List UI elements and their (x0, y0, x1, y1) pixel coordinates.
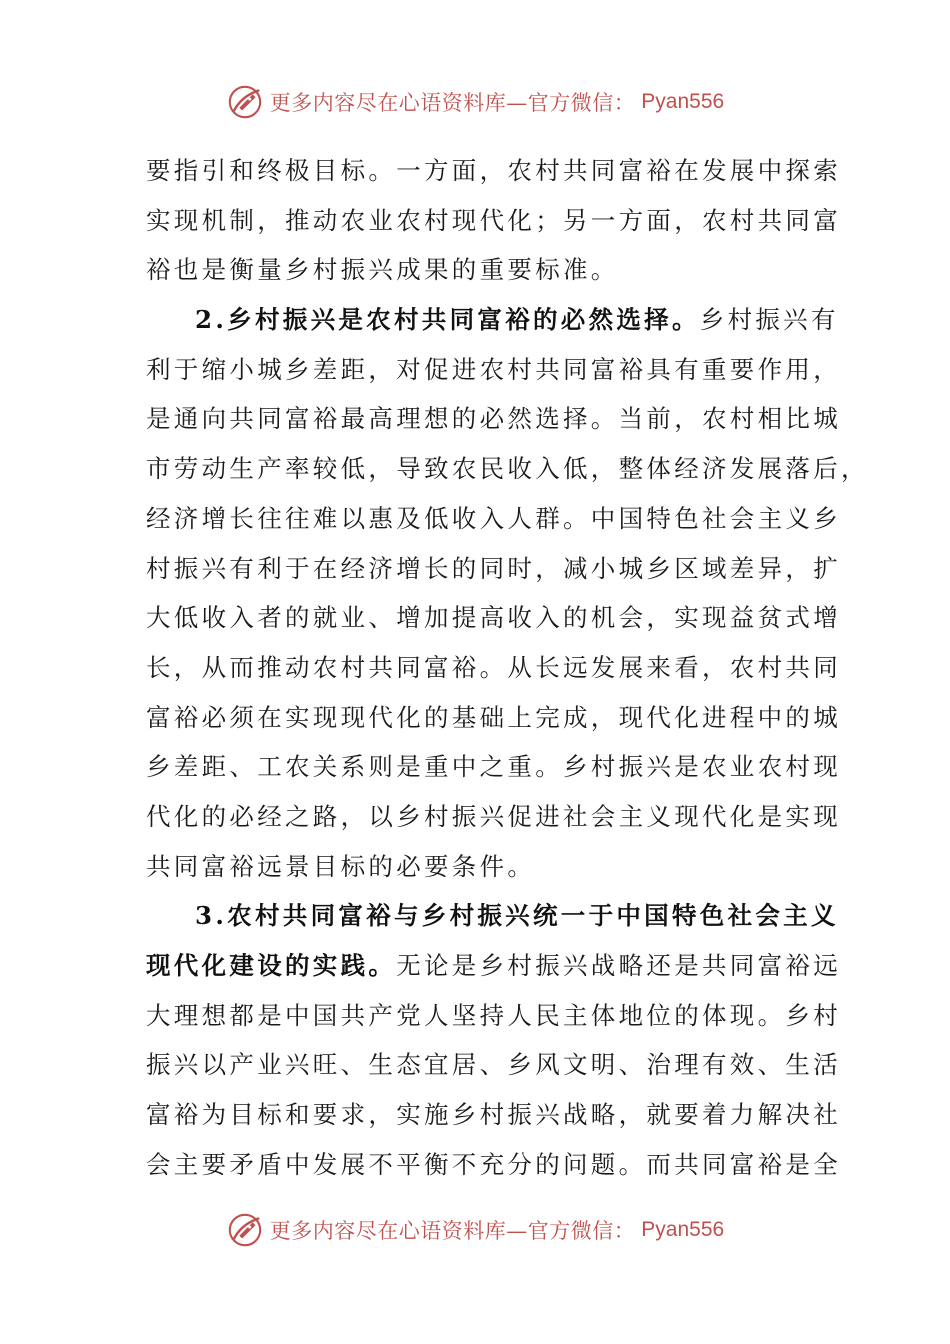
footer-banner-text: 更多内容尽在心语资料库—官方微信： (269, 1219, 636, 1243)
header-banner-text: 更多内容尽在心语资料库—官方微信： (269, 91, 636, 115)
section-3-continuation: 无论是乡村振兴战略还是共同富裕远 (396, 951, 842, 980)
footer-wechat-id: Pyan556 (641, 1218, 725, 1241)
section-2-continuation: 乡村振兴有 (699, 305, 839, 335)
body-line: 经济增长往往难以惠及低收入人群。中国特色社会主义乡 (146, 503, 841, 533)
section-2-heading: 2.乡村振兴是农村共同富裕的必然选择。 (195, 305, 700, 335)
section-3-heading-line-1: 3.农村共同富裕与乡村振兴统一于中国特色社会主义 (195, 901, 839, 931)
body-line: 大理想都是中国共产党人坚持人民主体地位的体现。乡村 (146, 1000, 841, 1030)
body-line: 共同富裕远景目标的必要条件。 (146, 851, 536, 881)
section-2-first-line (146, 295, 839, 345)
header-banner (0, 80, 950, 124)
body-line: 会主要矛盾中发展不平衡不充分的问题。而共同富裕是全 (146, 1149, 841, 1179)
document-body (146, 146, 869, 1189)
body-line: 富裕必须在实现现代化的基础上完成，现代化进程中的城 (146, 702, 841, 732)
body-line: 代化的必经之路，以乡村振兴促进社会主义现代化是实现 (146, 801, 841, 831)
body-line: 要指引和终极目标。一方面，农村共同富裕在发展中探索 (146, 156, 841, 185)
body-line: 大低收入者的就业、增加提高收入的机会，实现益贫式增 (146, 603, 841, 633)
body-line: 市劳动生产率较低，导致农民收入低，整体经济发展落后， (146, 454, 869, 484)
section-3-second-line (146, 941, 842, 991)
header-wechat-id: Pyan556 (641, 90, 725, 113)
pen-nib-logo-icon (226, 83, 264, 121)
body-line: 是通向共同富裕最高理想的必然选择。当前，农村相比城 (146, 404, 841, 434)
section-3-heading-line-2: 现代化建设的实践。 (146, 951, 397, 980)
body-line: 实现机制，推动农业农村现代化；另一方面，农村共同富 (146, 205, 841, 235)
body-line: 富裕为目标和要求，实施乡村振兴战略，就要着力解决社 (146, 1100, 841, 1130)
footer-banner (0, 1208, 950, 1252)
body-line: 乡差距、工农关系则是重中之重。乡村振兴是农业农村现 (146, 752, 841, 782)
pen-nib-logo-icon (226, 1211, 264, 1249)
body-line: 裕也是衡量乡村振兴成果的重要标准。 (146, 255, 619, 285)
body-line: 振兴以产业兴旺、生态宜居、乡风文明、治理有效、生活 (146, 1050, 841, 1080)
body-line: 长，从而推动农村共同富裕。从长远发展来看，农村共同 (146, 652, 841, 682)
body-line: 村振兴有利于在经济增长的同时，减小城乡区域差异，扩 (146, 553, 841, 583)
body-line: 利于缩小城乡差距，对促进农村共同富裕具有重要作用， (146, 354, 841, 384)
